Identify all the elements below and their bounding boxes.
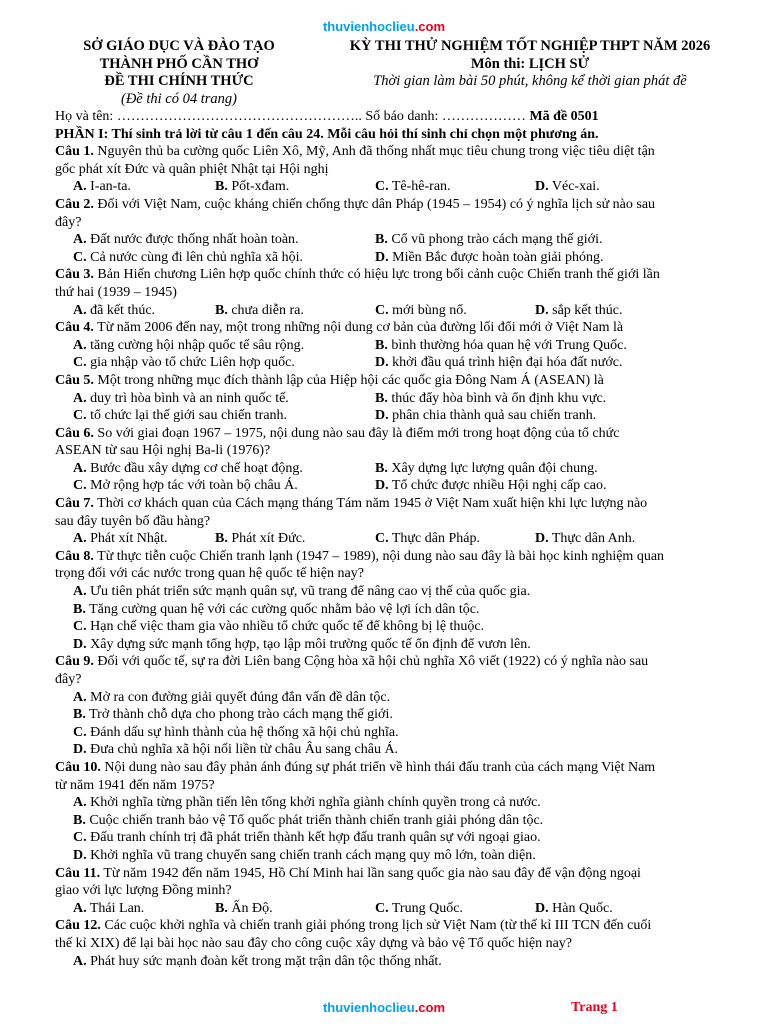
answer-option-d[interactable] xyxy=(73,848,536,863)
answer-option-d[interactable] xyxy=(73,742,398,757)
options-row xyxy=(55,689,715,707)
official-exam-label: ĐỀ THI CHÍNH THỨC xyxy=(104,73,254,89)
option-letter: A. xyxy=(73,531,87,547)
question-3 xyxy=(55,266,715,319)
question-text: Đối với quốc tế, sự ra đời Liên bang Cộng hòa xã hội chủ nghĩa Xô viết (1922) có ý nghĩa nào sau xyxy=(97,654,649,670)
option-text: đã kết thúc. xyxy=(90,302,156,318)
question-text-line xyxy=(55,565,715,583)
options-row xyxy=(55,794,715,812)
option-letter: A. xyxy=(73,337,87,353)
options-row xyxy=(55,829,715,847)
question-text-line xyxy=(55,917,715,935)
exam-body xyxy=(55,108,715,970)
answer-option-c[interactable] xyxy=(73,725,399,740)
options-row xyxy=(55,302,715,320)
option-text: Tăng cường quan hệ với các cường quốc nhằm bảo vệ lợi ích dân tộc. xyxy=(89,601,480,617)
answer-option-b[interactable] xyxy=(375,390,695,408)
answer-option-a[interactable] xyxy=(55,302,215,320)
question-5 xyxy=(55,372,715,425)
site-watermark-bottom[interactable]: thuvienhoclieu.com xyxy=(322,1000,446,1015)
option-letter: C. xyxy=(73,355,87,371)
option-letter: C. xyxy=(73,478,87,494)
answer-option-d[interactable] xyxy=(375,407,695,425)
question-text: đây? xyxy=(55,672,82,687)
question-number: Câu 12. xyxy=(55,918,101,934)
question-number: Câu 9. xyxy=(55,654,94,670)
question-text-line xyxy=(55,759,715,777)
answer-option-c[interactable] xyxy=(375,900,535,918)
question-text: giao với lực lượng Đồng minh? xyxy=(55,883,232,899)
options-row xyxy=(55,337,715,355)
answer-option-c[interactable] xyxy=(55,407,375,425)
answer-option-d[interactable] xyxy=(535,530,695,548)
options-row xyxy=(55,636,715,654)
part-title: PHẦN I: Thí sinh trả lời từ câu 1 đến câu 24. Mỗi câu hỏi thí sinh chỉ chọn một phương án. xyxy=(55,126,599,142)
question-text-line xyxy=(55,865,715,883)
option-text: I-an-ta. xyxy=(90,179,131,195)
options-row xyxy=(55,460,715,478)
options-row xyxy=(55,953,715,971)
option-letter: D. xyxy=(375,355,389,371)
exam-code: Mã đề 0501 xyxy=(529,109,599,124)
question-text: Từ năm 1942 đến năm 1945, Hồ Chí Minh hai lần sang quốc gia nào sau đây để vận động ngoại xyxy=(103,865,641,881)
question-text-line xyxy=(55,214,715,232)
option-text: Tê-hê-ran. xyxy=(391,179,451,195)
answer-option-a[interactable] xyxy=(55,337,375,355)
answer-option-b[interactable] xyxy=(215,302,375,320)
subject-name: Môn thi: LỊCH SỬ xyxy=(470,55,590,72)
option-text: Pốt-xđam. xyxy=(231,179,290,195)
option-letter: C. xyxy=(375,179,389,195)
option-text: phân chia thành quả sau chiến tranh. xyxy=(392,408,597,424)
question-text: Đối với Việt Nam, cuộc kháng chiến chống thực dân Pháp (1945 – 1954) có ý nghĩa lịch sử nào sau xyxy=(97,196,656,212)
answer-option-d[interactable] xyxy=(375,249,695,267)
answer-option-b[interactable] xyxy=(215,530,375,548)
answer-option-a[interactable] xyxy=(55,460,375,478)
question-text: Một trong những mục đích thành lập của Hiệp hội các quốc gia Đông Nam Á (ASEAN) là xyxy=(97,372,604,388)
option-letter: B. xyxy=(375,390,388,406)
answer-option-c[interactable] xyxy=(73,619,484,634)
option-letter: B. xyxy=(215,531,228,547)
options-row xyxy=(55,847,715,865)
question-text: So với giai đoạn 1967 – 1975, nội dung nào sau đây là điểm mới trong hoạt động của tổ chức xyxy=(97,425,620,441)
question-text-line xyxy=(55,442,715,460)
option-letter: C. xyxy=(73,830,87,846)
question-2 xyxy=(55,196,715,266)
option-text: Đất nước được thống nhất hoàn toàn. xyxy=(90,232,299,248)
answer-option-b[interactable] xyxy=(375,460,695,478)
question-text: Từ năm 2006 đến nay, một trong những nội dung cơ bản của đường lối đổi mới ở Việt Nam là xyxy=(97,320,624,336)
answer-option-b[interactable] xyxy=(73,602,479,617)
answer-option-a[interactable] xyxy=(55,530,215,548)
question-text-line xyxy=(55,161,715,179)
question-number: Câu 2. xyxy=(55,196,94,212)
question-8 xyxy=(55,548,715,654)
option-text: bình thường hóa quan hệ với Trung Quốc. xyxy=(391,337,627,353)
answer-option-a[interactable] xyxy=(55,178,215,196)
exam-title: KỲ THI THỬ NGHIỆM TỐT NGHIỆP THPT NĂM 2026 xyxy=(349,38,711,54)
city-name: THÀNH PHỐ CẦN THƠ xyxy=(99,55,259,72)
question-text-line xyxy=(55,935,715,953)
options-row xyxy=(55,706,715,724)
option-letter: B. xyxy=(375,232,388,248)
answer-option-a[interactable] xyxy=(55,900,215,918)
question-number: Câu 3. xyxy=(55,267,94,283)
question-7 xyxy=(55,495,715,548)
question-text: từ năm 1941 đến năm 1975? xyxy=(55,777,215,793)
answer-option-c[interactable] xyxy=(55,477,375,495)
option-letter: D. xyxy=(375,408,389,424)
question-text: Nội dung nào sau đây phản ánh đúng sự phát triển về hình thái đấu tranh của cách mạng Việt Nam xyxy=(104,759,656,775)
option-letter: D. xyxy=(375,478,389,494)
option-letter: C. xyxy=(375,302,389,318)
option-text: gia nhập vào tổ chức Liên hợp quốc. xyxy=(90,355,295,371)
question-1 xyxy=(55,143,715,196)
question-number: Câu 4. xyxy=(55,320,94,336)
option-text: Tổ chức được nhiều Hội nghị cấp cao. xyxy=(391,478,607,494)
option-letter: A. xyxy=(73,689,87,705)
option-letter: B. xyxy=(73,812,86,828)
exam-header xyxy=(300,38,760,91)
option-letter: B. xyxy=(375,337,388,353)
options-row xyxy=(55,741,715,759)
option-letter: D. xyxy=(73,847,87,863)
options-row xyxy=(55,249,715,267)
options-row xyxy=(55,812,715,830)
option-text: thúc đẩy hòa bình và ổn định khu vực. xyxy=(391,390,607,406)
option-letter: D. xyxy=(535,302,549,318)
option-letter: A. xyxy=(73,584,87,600)
options-row xyxy=(55,178,715,196)
question-text-line xyxy=(55,425,715,443)
question-9 xyxy=(55,653,715,759)
option-text: Cổ vũ phong trào cách mạng thế giới. xyxy=(391,232,603,248)
option-text: Mở ra con đường giải quyết đúng đắn vấn đề dân tộc. xyxy=(90,689,391,705)
options-row xyxy=(55,390,715,408)
question-text: trọng đối với các nước trong quan hệ quốc tế hiện nay? xyxy=(55,566,364,582)
question-text-line xyxy=(55,882,715,900)
question-text: thứ hai (1939 – 1945) xyxy=(55,284,177,300)
option-letter: D. xyxy=(73,742,87,758)
question-text-line xyxy=(55,653,715,671)
question-text-line xyxy=(55,777,715,795)
option-text: Thái Lan. xyxy=(89,900,145,916)
answer-option-a[interactable] xyxy=(73,795,541,810)
option-letter: C. xyxy=(73,408,87,424)
options-row xyxy=(55,231,715,249)
answer-option-a[interactable] xyxy=(73,690,390,705)
question-text: sau đây tuyên bố đầu hàng? xyxy=(55,513,211,529)
option-text: Phát huy sức mạnh đoàn kết trong mặt trận dân tộc thống nhất. xyxy=(90,953,442,969)
question-number: Câu 11. xyxy=(55,865,101,881)
option-letter: D. xyxy=(535,900,549,916)
candidate-name-field: Họ và tên: …………………………………………….. xyxy=(55,109,362,124)
answer-option-d[interactable] xyxy=(535,900,695,918)
option-letter: D. xyxy=(73,636,87,652)
question-text: Thời cơ khách quan của Cách mạng tháng Tám năm 1945 ở Việt Nam xuất hiện khi lực lượng nào xyxy=(97,496,648,512)
option-text: Bước đầu xây dựng cơ chế hoạt động. xyxy=(90,460,303,476)
option-text: Thực dân Pháp. xyxy=(391,531,480,547)
question-number: Câu 1. xyxy=(55,144,94,160)
time-note: Thời gian làm bài 50 phút, không kể thời gian phát đề xyxy=(373,73,687,89)
question-number: Câu 8. xyxy=(55,548,94,564)
answer-option-a[interactable] xyxy=(73,584,530,599)
question-text: Các cuộc khởi nghĩa và chiến tranh giải phóng trong lịch sử Việt Nam (từ thế kỉ III TCN đến cuối xyxy=(104,918,652,934)
option-text: Ấn Độ. xyxy=(231,900,273,916)
issuer-header xyxy=(54,38,304,108)
site-watermark-top[interactable]: thuvienhoclieu.com xyxy=(322,19,446,34)
question-text-line xyxy=(55,266,715,284)
option-letter: B. xyxy=(73,601,86,617)
question-text: Bản Hiến chương Liên hợp quốc chính thức có hiệu lực trong bối cảnh cuộc Chiến tranh thế giới lần xyxy=(97,267,660,283)
question-text-line xyxy=(55,372,715,390)
option-text: Xây dựng sức mạnh tổng hợp, tạo lập môi trường quốc tế ổn định để vươn lên. xyxy=(90,636,531,652)
answer-option-d[interactable] xyxy=(375,354,695,372)
option-text: tổ chức lại thế giới sau chiến tranh. xyxy=(90,408,288,424)
answer-option-b[interactable] xyxy=(375,337,695,355)
option-letter: A. xyxy=(73,795,87,811)
option-text: Khởi nghĩa từng phần tiến lên tổng khởi nghĩa giành chính quyền trong cả nước. xyxy=(90,795,541,811)
option-letter: C. xyxy=(73,619,87,635)
option-text: sắp kết thúc. xyxy=(552,302,623,318)
option-text: Ưu tiên phát triển sức mạnh quân sự, vũ trang để nâng cao vị thế của quốc gia. xyxy=(90,584,531,600)
option-text: Véc-xai. xyxy=(551,179,600,195)
option-letter: D. xyxy=(535,531,549,547)
options-row xyxy=(55,618,715,636)
candidate-number-field: Số báo danh: ……………… xyxy=(365,109,526,124)
option-text: Đấu tranh chính trị đã phát triển thành kết hợp đấu tranh quân sự với ngoại giao. xyxy=(90,830,541,846)
option-text: Cuộc chiến tranh bảo vệ Tổ quốc phát triển thành chiến tranh giải phóng dân tộc. xyxy=(89,812,544,828)
question-text-line xyxy=(55,143,715,161)
option-letter: A. xyxy=(73,302,87,318)
options-row xyxy=(55,724,715,742)
option-text: chưa diễn ra. xyxy=(231,302,304,318)
question-number: Câu 10. xyxy=(55,759,101,775)
option-text: Khởi nghĩa vũ trang chuyển sang chiến tranh cách mạng quy mô lớn, toàn diện. xyxy=(90,847,536,863)
question-text-line xyxy=(55,284,715,302)
option-text: Hạn chế việc tham gia vào nhiều tổ chức quốc tế để không bị lệ thuộc. xyxy=(90,619,485,635)
option-text: Phát xít Nhật. xyxy=(90,531,168,547)
question-text: gốc phát xít Đức và quân phiệt Nhật tại Hội nghị xyxy=(55,161,329,177)
department-name: SỞ GIÁO DỤC VÀ ĐÀO TẠO xyxy=(83,38,275,54)
option-letter: D. xyxy=(375,249,389,265)
option-text: tăng cường hội nhập quốc tế sâu rộng. xyxy=(90,337,305,353)
option-letter: C. xyxy=(73,724,87,740)
answer-option-c[interactable] xyxy=(73,830,541,845)
options-row xyxy=(55,583,715,601)
question-text-line xyxy=(55,671,715,689)
answer-option-d[interactable] xyxy=(375,477,695,495)
option-text: Miền Bắc được hoàn toàn giải phóng. xyxy=(392,249,604,265)
question-11 xyxy=(55,865,715,918)
option-letter: B. xyxy=(215,900,228,916)
options-row xyxy=(55,477,715,495)
question-text-line xyxy=(55,196,715,214)
answer-option-a[interactable] xyxy=(55,390,375,408)
answer-option-c[interactable] xyxy=(375,302,535,320)
answer-option-a[interactable] xyxy=(73,954,442,969)
question-text-line xyxy=(55,513,715,531)
option-text: Mở rộng hợp tác với toàn bộ châu Á. xyxy=(90,478,298,494)
option-letter: B. xyxy=(215,179,228,195)
answer-option-d[interactable] xyxy=(535,302,695,320)
option-text: Trung Quốc. xyxy=(391,900,463,916)
option-letter: A. xyxy=(73,179,87,195)
page-number: Trang 1 xyxy=(571,1000,618,1015)
question-text-line xyxy=(55,495,715,513)
question-number: Câu 7. xyxy=(55,496,94,512)
question-text: Từ thực tiễn cuộc Chiến tranh lạnh (1947 – 1989), nội dung nào sau đây là bài học kinh nghiệm quan xyxy=(97,548,665,564)
options-row xyxy=(55,530,715,548)
question-10 xyxy=(55,759,715,865)
option-letter: C. xyxy=(375,900,389,916)
option-letter: C. xyxy=(73,249,87,265)
question-text-line xyxy=(55,548,715,566)
option-text: Cả nước cùng đi lên chủ nghĩa xã hội. xyxy=(90,249,304,265)
option-letter: A. xyxy=(73,460,87,476)
question-12 xyxy=(55,917,715,970)
question-list xyxy=(55,143,715,970)
options-row xyxy=(55,407,715,425)
option-text: mới bùng nổ. xyxy=(392,302,467,318)
question-text: đây? xyxy=(55,214,82,230)
option-text: khởi đầu quá trình hiện đại hóa đất nước. xyxy=(392,355,623,371)
answer-option-b[interactable] xyxy=(73,813,543,828)
options-row xyxy=(55,900,715,918)
page-count-note: (Đề thi có 04 trang) xyxy=(121,90,237,107)
answer-option-c[interactable] xyxy=(375,178,535,196)
answer-option-a[interactable] xyxy=(55,231,375,249)
option-letter: A. xyxy=(73,232,87,248)
question-text: Nguyên thủ ba cường quốc Liên Xô, Mỹ, Anh đã thống nhất mục tiêu chung trong việc tiêu diệt tận xyxy=(97,144,655,160)
question-text-line xyxy=(55,319,715,337)
answer-option-b[interactable] xyxy=(215,900,375,918)
option-text: Hàn Quốc. xyxy=(552,900,613,916)
option-letter: A. xyxy=(73,900,87,916)
option-letter: D. xyxy=(535,179,549,195)
question-number: Câu 6. xyxy=(55,425,94,441)
option-text: Trở thành chỗ dựa cho phong trào cách mạng thế giới. xyxy=(89,707,393,723)
question-6 xyxy=(55,425,715,495)
answer-option-d[interactable] xyxy=(535,178,695,196)
option-text: Phát xít Đức. xyxy=(231,531,306,547)
answer-option-b[interactable] xyxy=(375,231,695,249)
option-letter: B. xyxy=(73,707,86,723)
question-4 xyxy=(55,319,715,372)
answer-option-c[interactable] xyxy=(55,249,375,267)
option-text: Thực dân Anh. xyxy=(551,531,636,547)
option-text: Đánh dấu sự hình thành của hệ thống xã hội chủ nghĩa. xyxy=(90,724,399,740)
options-row xyxy=(55,354,715,372)
options-row xyxy=(55,601,715,619)
answer-option-d[interactable] xyxy=(73,637,531,652)
option-letter: C. xyxy=(375,531,389,547)
answer-option-b[interactable] xyxy=(73,707,393,722)
option-letter: A. xyxy=(73,390,87,406)
option-text: Xây dựng lực lượng quân đội chung. xyxy=(391,460,598,476)
option-text: Đưa chủ nghĩa xã hội nối liền từ châu Âu sang châu Á. xyxy=(90,742,399,758)
option-letter: A. xyxy=(73,953,87,969)
answer-option-c[interactable] xyxy=(55,354,375,372)
question-text: thế kỉ XIX) để lại bài học nào sau đây cho công cuộc xây dựng và bảo vệ Tổ quốc hiện nay? xyxy=(55,935,572,951)
question-number: Câu 5. xyxy=(55,372,94,388)
option-text: duy trì hòa bình và an ninh quốc tế. xyxy=(90,390,289,406)
candidate-line xyxy=(55,108,715,126)
question-text: ASEAN từ sau Hội nghị Ba-li (1976)? xyxy=(55,443,271,459)
option-letter: B. xyxy=(375,460,388,476)
answer-option-c[interactable] xyxy=(375,530,535,548)
answer-option-b[interactable] xyxy=(215,178,375,196)
option-letter: B. xyxy=(215,302,228,318)
